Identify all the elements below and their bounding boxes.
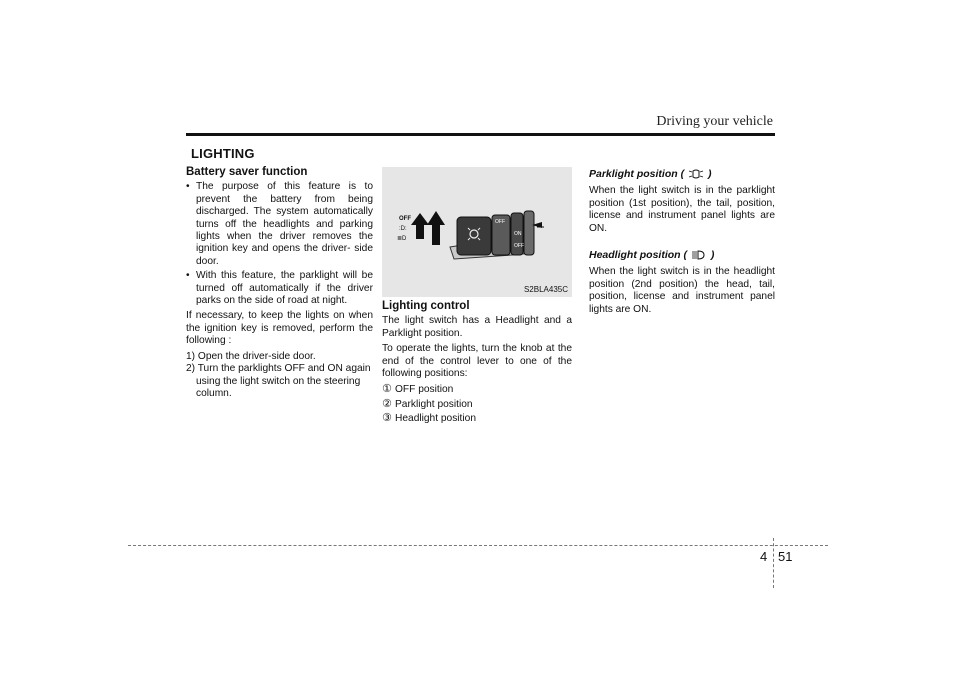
bullet-item: • With this feature, the parklight will be turned off automatically if the driver parks on the side of road at night. [186, 270, 373, 307]
figure-label-off-knob: OFF [495, 219, 505, 225]
position-item [382, 412, 572, 425]
position-label: Headlight position [395, 413, 476, 425]
battery-saver-bullets [186, 181, 373, 307]
position-number: ③ [382, 412, 392, 425]
position-item [382, 398, 572, 411]
headlight-text: When the light switch is in the headlight position (2nd position) the head, tail, position, license and instrument panel lights are ON. [589, 266, 775, 315]
figure-label-off-left: OFF [399, 216, 411, 222]
parklight-text: When the light switch is in the parklight position (1st position), the tail, position, license and instrument panel lights are ON. [589, 185, 775, 234]
page-number: 51 [778, 549, 793, 564]
battery-saver-heading: Battery saver function [186, 166, 308, 178]
battery-saver-paragraph: If necessary, to keep the lights on when the ignition key is removed, perform the following : [186, 310, 373, 347]
figure-headlight-mark: ≣D [397, 236, 407, 242]
chapter-number: 4 [760, 549, 768, 564]
bullet-item: • The purpose of this feature is to prevent the battery from being discharged. The system automatically turns off the headlights and parking lights when the driver removes the ignition key and opens the driver- side door. [186, 181, 373, 268]
position-label: OFF position [395, 384, 454, 396]
battery-saver-steps [186, 351, 373, 401]
position-number: ① [382, 383, 392, 396]
lighting-control-p2: To operate the lights, turn the knob at the end of the control lever to one of the following positions: [382, 343, 572, 380]
figure-parklight-mark: :D: [399, 226, 407, 232]
position-list [382, 383, 572, 425]
position-label: Parklight position [395, 398, 473, 410]
headlight-icon [691, 250, 707, 263]
page-divider [773, 538, 774, 588]
lighting-control-heading: Lighting control [382, 300, 470, 312]
parklight-heading-prefix: Parklight position ( [589, 168, 685, 180]
step-item: 2) Turn the parklights OFF and ON again using the light switch on the steering column. [186, 363, 371, 399]
figure-code: S2BLA435C [523, 285, 568, 294]
step-item: 1) Open the driver-side door. [186, 350, 316, 362]
battery-saver-section [186, 166, 373, 400]
light-positions-section [589, 168, 775, 319]
section-title: LIGHTING [191, 146, 255, 161]
lighting-control-p1: The light switch has a Headlight and a Parklight position. [382, 315, 572, 339]
light-switch-figure [382, 167, 572, 297]
light-switch-illustration [382, 167, 572, 297]
parklight-icon [688, 169, 704, 182]
position-number: ② [382, 397, 392, 410]
footer-rule [128, 545, 828, 546]
parklight-heading-suffix: ) [707, 168, 712, 180]
headlight-heading-prefix: Headlight position ( [589, 249, 687, 262]
header-rule [186, 133, 775, 136]
figure-label-on: ON [514, 231, 522, 237]
parklight-heading [589, 168, 775, 182]
lighting-control-section [382, 300, 572, 427]
position-item [382, 383, 572, 396]
figure-label-off-right: OFF [514, 243, 524, 249]
header-title: Driving your vehicle [656, 114, 773, 129]
headlight-heading [589, 249, 775, 263]
headlight-heading-suffix: ) [710, 249, 715, 262]
